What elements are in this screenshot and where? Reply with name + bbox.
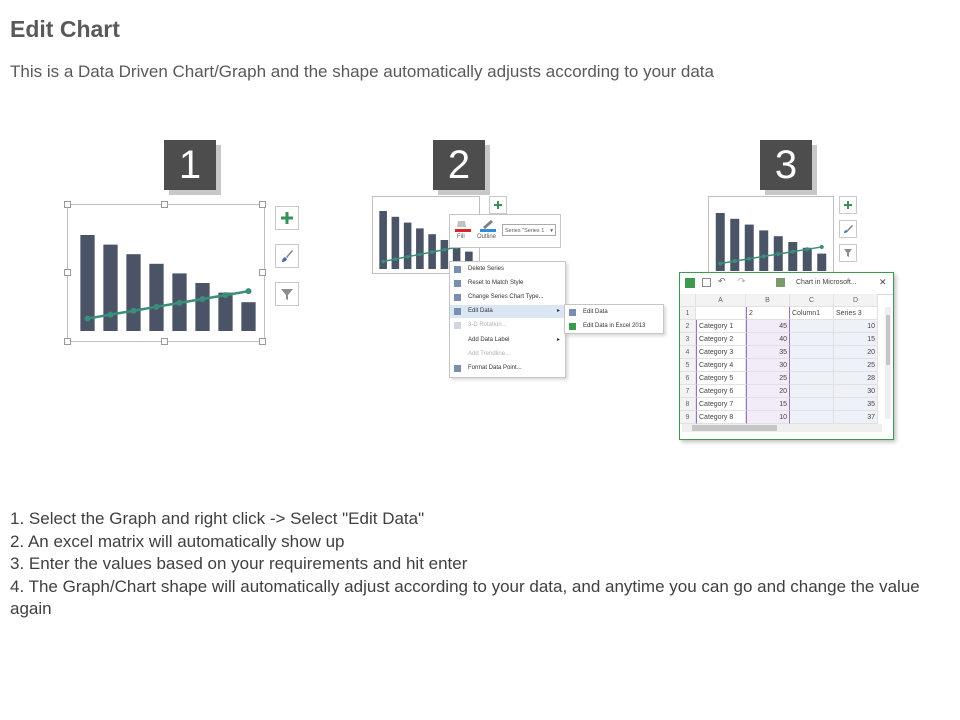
menu-item-label: 3-D Rotation... <box>468 322 507 328</box>
chart-line-point[interactable] <box>85 316 91 322</box>
chart-bar[interactable] <box>392 217 400 269</box>
excel-window <box>679 272 894 440</box>
table-cell[interactable] <box>790 320 834 333</box>
chart-bar[interactable] <box>195 283 209 331</box>
table-cell[interactable]: Column1 <box>790 307 834 320</box>
table-cell[interactable]: 45 <box>746 320 790 333</box>
chart-bar[interactable] <box>404 223 412 269</box>
resize-handle[interactable] <box>64 269 71 276</box>
menu-item-label: Delete Series <box>468 266 505 272</box>
column-header-cell[interactable]: C <box>790 294 834 307</box>
filter-icon <box>280 287 294 301</box>
fill-bucket-icon <box>454 218 472 232</box>
table-cell[interactable]: 20 <box>746 385 790 398</box>
chart-line-point[interactable] <box>762 254 766 258</box>
save-icon[interactable] <box>702 278 711 287</box>
menu-item-3d-rotation[interactable] <box>450 319 565 332</box>
scrollbar-thumb[interactable] <box>886 315 890 365</box>
context-menu <box>449 261 566 378</box>
chart-elements-button[interactable] <box>489 196 507 214</box>
excel-window-title: Chart in Microsoft... <box>796 279 857 286</box>
table-cell[interactable]: 40 <box>746 333 790 346</box>
table-cell[interactable]: 25 <box>746 372 790 385</box>
row-header-cell[interactable]: 4 <box>680 346 696 359</box>
menu-item-edit-data[interactable] <box>450 305 565 318</box>
excel-icon <box>569 323 576 330</box>
menu-item-label: Change Series Chart Type... <box>468 294 544 300</box>
chart-line-point[interactable] <box>108 312 114 318</box>
chart-bar[interactable] <box>441 240 449 269</box>
menu-item-label: Edit Data <box>583 309 608 315</box>
fill-label: Fill <box>457 234 465 240</box>
table-cell[interactable]: Category 7 <box>696 398 746 411</box>
vertical-scrollbar[interactable] <box>885 307 891 419</box>
scrollbar-thumb[interactable] <box>692 425 777 431</box>
chart-filters-button[interactable] <box>839 244 857 262</box>
row-header-cell[interactable]: 2 <box>680 320 696 333</box>
menu-item-label: Edit Data <box>468 308 493 314</box>
table-cell[interactable] <box>790 333 834 346</box>
chart-filters-button[interactable] <box>275 282 299 306</box>
table-cell[interactable]: 10 <box>746 411 790 424</box>
resize-handle[interactable] <box>161 338 168 345</box>
outline-label: Outline <box>477 234 497 240</box>
chart-bar[interactable] <box>218 293 232 331</box>
table-cell[interactable]: Series 3 <box>834 307 878 320</box>
resize-handle[interactable] <box>259 338 266 345</box>
step-2-badge: 2 <box>433 140 485 190</box>
rotation-icon <box>454 322 461 329</box>
menu-item-label: Format Data Point... <box>468 365 522 371</box>
chart-line-point[interactable] <box>394 257 398 261</box>
row-header-cell[interactable]: 5 <box>680 359 696 372</box>
chart-line-point[interactable] <box>246 288 252 294</box>
table-cell[interactable]: 30 <box>746 359 790 372</box>
table-cell[interactable]: 37 <box>834 411 878 424</box>
menu-item-label: Edit Data in Excel 2013 <box>583 323 646 329</box>
page-title: Edit Chart <box>10 16 120 42</box>
menu-item-label: Reset to Match Style <box>468 280 524 286</box>
instruction-step-3: 3. Enter the values based on your requirements and hit enter <box>10 554 468 573</box>
chart-bar[interactable] <box>759 230 768 271</box>
instruction-step-1: 1. Select the Graph and right click -> Select "Edit Data" <box>10 509 425 528</box>
delete-icon <box>454 266 461 273</box>
chart-line-point[interactable] <box>418 253 422 257</box>
plus-icon <box>493 200 503 210</box>
series-select[interactable] <box>502 224 556 236</box>
chart-line-point[interactable] <box>776 252 780 256</box>
brush-icon <box>280 249 294 263</box>
chevron-down-icon: ▾ <box>550 228 553 234</box>
row-header-cell[interactable]: 9 <box>680 411 696 424</box>
plus-icon <box>280 211 294 225</box>
chart-bar[interactable] <box>730 219 739 271</box>
row-header-cell[interactable]: 3 <box>680 333 696 346</box>
chart-line-point[interactable] <box>223 292 229 298</box>
chart-elements-button[interactable] <box>839 196 857 214</box>
menu-item-change-chart-type[interactable] <box>450 291 565 304</box>
menu-item-label: Add Trendline... <box>468 351 511 357</box>
plus-icon <box>843 200 853 210</box>
chart-styles-button[interactable] <box>275 244 299 268</box>
redo-icon[interactable]: ↷ <box>738 276 746 286</box>
menu-item-delete-series[interactable] <box>450 263 565 276</box>
step-1-badge: 1 <box>164 140 216 190</box>
chart-line-point[interactable] <box>131 308 137 314</box>
step-1-chart[interactable] <box>68 205 264 341</box>
series-select-value: Series "Series 1 <box>505 228 545 234</box>
chart-styles-button[interactable] <box>839 220 857 238</box>
column-header-cell[interactable] <box>680 294 696 307</box>
row-header-cell[interactable]: 1 <box>680 307 696 320</box>
table-cell[interactable] <box>790 385 834 398</box>
submenu-item-edit-in-excel[interactable] <box>565 320 663 333</box>
fill-button[interactable] <box>454 218 472 244</box>
table-cell[interactable] <box>790 398 834 411</box>
chart-line-point[interactable] <box>791 250 795 254</box>
table-cell[interactable]: 35 <box>834 398 878 411</box>
table-cell[interactable]: Category 6 <box>696 385 746 398</box>
close-icon[interactable]: ✕ <box>879 277 887 287</box>
table-cell[interactable] <box>790 346 834 359</box>
chart-bar[interactable] <box>241 302 255 331</box>
outline-pen-icon <box>479 218 497 232</box>
row-header-cell[interactable]: 8 <box>680 398 696 411</box>
edit-data-icon <box>569 309 576 316</box>
instruction-step-2: 2. An excel matrix will automatically show up <box>10 531 345 551</box>
table-cell[interactable]: 30 <box>834 385 878 398</box>
chevron-right-icon: ▸ <box>556 308 560 314</box>
chart-line-point[interactable] <box>177 300 183 306</box>
step-1-chart-frame[interactable] <box>67 204 265 342</box>
table-cell[interactable] <box>790 372 834 385</box>
chart-line-point[interactable] <box>430 250 434 254</box>
chart-bar[interactable] <box>149 264 163 331</box>
undo-icon[interactable]: ↶ <box>718 276 726 286</box>
table-cell[interactable]: 2 <box>746 307 790 320</box>
column-header-cell[interactable]: D <box>834 294 878 307</box>
table-cell[interactable]: Category 8 <box>696 411 746 424</box>
chart-line-point[interactable] <box>733 259 737 263</box>
column-header-cell[interactable]: A <box>696 294 746 307</box>
table-cell[interactable] <box>790 359 834 372</box>
chart-line-point[interactable] <box>718 261 722 265</box>
resize-handle[interactable] <box>161 201 168 208</box>
table-cell[interactable]: 25 <box>834 359 878 372</box>
reset-icon <box>454 280 461 287</box>
format-icon <box>454 365 461 372</box>
menu-item-label: Add Data Label <box>468 337 510 343</box>
instruction-step-4: 4. The Graph/Chart shape will automatically adjust according to your data, and anytime you can go and change the value again <box>10 576 920 618</box>
menu-item-reset-style[interactable] <box>450 277 565 290</box>
table-cell[interactable]: 15 <box>746 398 790 411</box>
table-cell[interactable]: Category 3 <box>696 346 746 359</box>
table-cell[interactable]: 20 <box>834 346 878 359</box>
edit-data-submenu <box>564 304 664 334</box>
brush-icon <box>843 224 853 234</box>
row-header-cell[interactable]: 6 <box>680 372 696 385</box>
chart-line-point[interactable] <box>381 260 385 264</box>
chart-line-point[interactable] <box>200 296 206 302</box>
chart-type-icon <box>454 294 461 301</box>
chart-bar[interactable] <box>817 254 826 271</box>
row-header-cell[interactable]: 7 <box>680 385 696 398</box>
submenu-item-edit-data[interactable] <box>565 306 663 319</box>
edit-data-icon <box>454 308 461 315</box>
chart-bar[interactable] <box>416 228 424 269</box>
filter-icon <box>843 248 853 258</box>
table-cell[interactable]: 35 <box>746 346 790 359</box>
table-cell[interactable]: Category 1 <box>696 320 746 333</box>
chart-bar[interactable] <box>126 254 140 331</box>
resize-handle[interactable] <box>259 201 266 208</box>
resize-handle[interactable] <box>64 201 71 208</box>
step-3-chart-frame[interactable] <box>708 196 834 274</box>
table-cell[interactable]: Category 5 <box>696 372 746 385</box>
table-cell[interactable] <box>790 411 834 424</box>
chart-bar[interactable] <box>788 242 797 271</box>
excel-title-bar <box>680 273 893 295</box>
menu-item-add-trendline[interactable] <box>450 348 565 361</box>
excel-icon <box>685 278 695 288</box>
chevron-right-icon: ▸ <box>556 337 560 343</box>
mini-format-toolbar <box>449 214 561 248</box>
menu-item-format-data-point[interactable] <box>450 362 565 375</box>
table-cell[interactable]: 10 <box>834 320 878 333</box>
table-cell[interactable]: Category 4 <box>696 359 746 372</box>
chart-bar[interactable] <box>745 225 754 271</box>
chart-line-point[interactable] <box>805 247 809 251</box>
step-3-badge: 3 <box>760 140 812 190</box>
table-cell[interactable] <box>696 307 746 320</box>
horizontal-scrollbar[interactable] <box>682 424 882 432</box>
chart-line-point[interactable] <box>443 248 447 252</box>
chart-line-point[interactable] <box>406 255 410 259</box>
resize-handle[interactable] <box>259 269 266 276</box>
table-cell[interactable]: Category 2 <box>696 333 746 346</box>
chart-line-point[interactable] <box>154 304 160 310</box>
resize-handle[interactable] <box>64 338 71 345</box>
page-subtitle: This is a Data Driven Chart/Graph and the shape automatically adjusts according to your data <box>10 62 714 81</box>
chart-data-icon[interactable] <box>776 278 785 287</box>
instructions-list <box>10 508 940 621</box>
chart-line-point[interactable] <box>820 245 824 249</box>
menu-item-add-data-label[interactable] <box>450 334 565 347</box>
outline-button[interactable] <box>477 218 499 244</box>
table-cell[interactable]: 28 <box>834 372 878 385</box>
column-header-cell[interactable]: B <box>746 294 790 307</box>
chart-elements-button[interactable] <box>275 206 299 230</box>
step-3-chart[interactable] <box>709 197 833 273</box>
chart-line-point[interactable] <box>747 257 751 261</box>
table-cell[interactable]: 15 <box>834 333 878 346</box>
chart-bar[interactable] <box>103 245 117 331</box>
